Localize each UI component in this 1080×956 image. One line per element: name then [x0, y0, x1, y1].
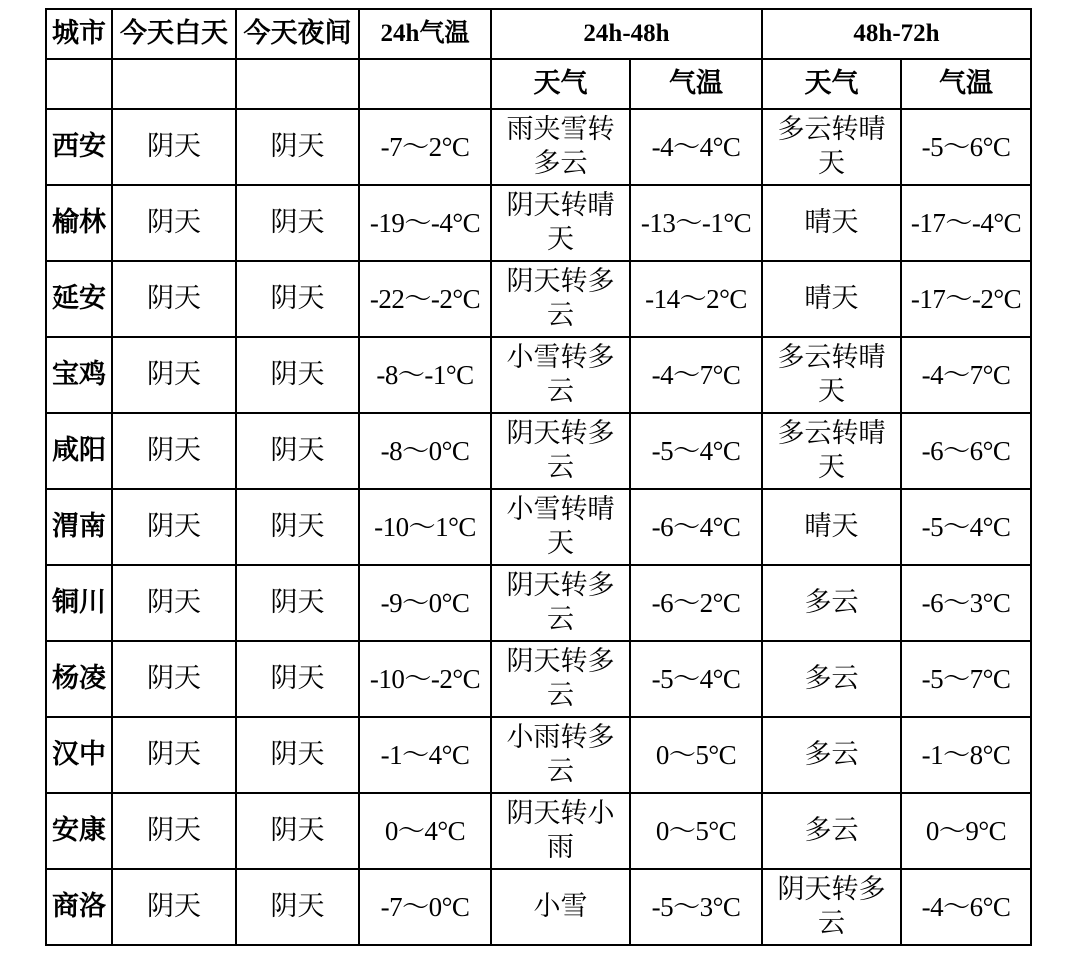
header-temp-48: 气温: [630, 59, 762, 109]
temp-48h-cell: -14～2°C: [630, 261, 762, 337]
temp-48h-cell: 0～5°C: [630, 717, 762, 793]
weather-forecast-table: [45, 8, 1032, 946]
today-day-cell: 阴天: [112, 185, 236, 261]
weather-72h-cell: [762, 489, 901, 565]
header-blank-cell: [112, 59, 236, 109]
header-today-night: 今天夜间: [236, 9, 359, 59]
temp-48h-cell: -6～2°C: [630, 565, 762, 641]
today-night-cell: 阴天: [236, 185, 359, 261]
temp-48h-cell: 0～5°C: [630, 793, 762, 869]
header-weather-72: 天气: [762, 59, 901, 109]
header-row-1: [46, 9, 1031, 59]
table-row: [46, 641, 1031, 717]
temp-72h-cell: -4～6°C: [901, 869, 1031, 945]
weather-72h-cell-text: 多云转晴天: [777, 342, 886, 407]
city-cell: 汉中: [46, 717, 112, 793]
temp-72h-cell: -6～6°C: [901, 413, 1031, 489]
city-cell: 商洛: [46, 869, 112, 945]
header-today-day: 今天白天: [112, 9, 236, 59]
weather-48h-cell-text: 小雪: [533, 891, 588, 922]
today-night-cell: 阴天: [236, 565, 359, 641]
weather-72h-cell-text: 晴天: [804, 207, 859, 238]
temp-24h-cell: -8～-1°C: [359, 337, 491, 413]
header-temp-72: 气温: [901, 59, 1031, 109]
today-night-cell: 阴天: [236, 261, 359, 337]
temp-24h-cell: -10～1°C: [359, 489, 491, 565]
weather-72h-cell-text: 多云转晴天: [777, 418, 886, 483]
table-row: [46, 261, 1031, 337]
city-cell: 杨凌: [46, 641, 112, 717]
weather-72h-cell: [762, 185, 901, 261]
weather-48h-cell-text: 阴天转多云: [506, 570, 615, 635]
temp-72h-cell: -4～7°C: [901, 337, 1031, 413]
weather-48h-cell: [491, 337, 630, 413]
weather-48h-cell-text: 阴天转小雨: [506, 798, 615, 863]
weather-48h-cell: [491, 185, 630, 261]
weather-72h-cell-text: 晴天: [804, 511, 859, 542]
today-day-cell: 阴天: [112, 413, 236, 489]
today-day-cell: 阴天: [112, 717, 236, 793]
weather-48h-cell: [491, 109, 630, 185]
weather-48h-cell-text: 小雪转晴天: [506, 494, 615, 559]
city-cell: 榆林: [46, 185, 112, 261]
today-day-cell: 阴天: [112, 641, 236, 717]
weather-48h-cell-text: 阴天转晴天: [506, 190, 615, 255]
table-body: [46, 9, 1031, 945]
weather-72h-cell-text: 多云转晴天: [777, 114, 886, 179]
header-city: 城市: [46, 9, 112, 59]
today-night-cell: 阴天: [236, 109, 359, 185]
weather-72h-cell: [762, 337, 901, 413]
temp-48h-cell: -6～4°C: [630, 489, 762, 565]
weather-72h-cell-text: 多云: [804, 587, 859, 618]
header-blank-cell: [46, 59, 112, 109]
weather-48h-cell: [491, 489, 630, 565]
today-night-cell: 阴天: [236, 793, 359, 869]
temp-72h-cell: -5～6°C: [901, 109, 1031, 185]
table-row: [46, 185, 1031, 261]
header-blank-cell: [359, 59, 491, 109]
today-day-cell: 阴天: [112, 489, 236, 565]
temp-48h-cell: -13～-1°C: [630, 185, 762, 261]
temp-24h-cell: -7～0°C: [359, 869, 491, 945]
header-range-48-72: 48h-72h: [762, 9, 1031, 59]
city-cell: 西安: [46, 109, 112, 185]
weather-72h-cell-text: 多云: [804, 663, 859, 694]
today-night-cell: 阴天: [236, 489, 359, 565]
temp-24h-cell: -7～2°C: [359, 109, 491, 185]
today-night-cell: 阴天: [236, 869, 359, 945]
temp-48h-cell: -4～4°C: [630, 109, 762, 185]
table-row: [46, 489, 1031, 565]
weather-72h-cell: [762, 109, 901, 185]
table-row: [46, 869, 1031, 945]
today-day-cell: 阴天: [112, 337, 236, 413]
temp-72h-cell: -6～3°C: [901, 565, 1031, 641]
header-weather-48: 天气: [491, 59, 630, 109]
table-row: [46, 413, 1031, 489]
today-day-cell: 阴天: [112, 869, 236, 945]
weather-72h-cell: [762, 261, 901, 337]
today-night-cell: 阴天: [236, 717, 359, 793]
temp-24h-cell: -10～-2°C: [359, 641, 491, 717]
weather-72h-cell-text: 多云: [804, 815, 859, 846]
table-row: [46, 109, 1031, 185]
temp-24h-cell: 0～4°C: [359, 793, 491, 869]
table-row: [46, 717, 1031, 793]
temp-24h-cell: -1～4°C: [359, 717, 491, 793]
city-cell: 延安: [46, 261, 112, 337]
weather-48h-cell-text: 雨夹雪转多云: [506, 114, 615, 179]
weather-72h-cell: [762, 717, 901, 793]
weather-72h-cell: [762, 413, 901, 489]
temp-24h-cell: -22～-2°C: [359, 261, 491, 337]
table-row: [46, 337, 1031, 413]
temp-48h-cell: -4～7°C: [630, 337, 762, 413]
weather-72h-cell: [762, 641, 901, 717]
weather-72h-cell: [762, 793, 901, 869]
header-range-24-48: 24h-48h: [491, 9, 762, 59]
today-day-cell: 阴天: [112, 109, 236, 185]
table-row: [46, 565, 1031, 641]
header-blank-cell: [236, 59, 359, 109]
temp-24h-cell: -19～-4°C: [359, 185, 491, 261]
today-day-cell: 阴天: [112, 261, 236, 337]
temp-24h-cell: -8～0°C: [359, 413, 491, 489]
today-day-cell: 阴天: [112, 565, 236, 641]
weather-48h-cell-text: 阴天转多云: [506, 266, 615, 331]
weather-72h-cell: [762, 869, 901, 945]
city-cell: 安康: [46, 793, 112, 869]
weather-72h-cell-text: 阴天转多云: [777, 874, 886, 939]
weather-72h-cell: [762, 565, 901, 641]
header-temp-24h: 24h气温: [359, 9, 491, 59]
weather-48h-cell: [491, 565, 630, 641]
temp-72h-cell: -1～8°C: [901, 717, 1031, 793]
temp-48h-cell: -5～4°C: [630, 641, 762, 717]
today-night-cell: 阴天: [236, 413, 359, 489]
today-night-cell: 阴天: [236, 641, 359, 717]
today-night-cell: 阴天: [236, 337, 359, 413]
header-row-2: [46, 59, 1031, 109]
weather-48h-cell: [491, 413, 630, 489]
weather-48h-cell-text: 阴天转多云: [506, 646, 615, 711]
weather-48h-cell-text: 小雨转多云: [506, 722, 615, 787]
city-cell: 宝鸡: [46, 337, 112, 413]
today-day-cell: 阴天: [112, 793, 236, 869]
weather-48h-cell-text: 小雪转多云: [506, 342, 615, 407]
weather-48h-cell-text: 阴天转多云: [506, 418, 615, 483]
city-cell: 铜川: [46, 565, 112, 641]
temp-72h-cell: 0～9°C: [901, 793, 1031, 869]
temp-48h-cell: -5～3°C: [630, 869, 762, 945]
weather-48h-cell: [491, 717, 630, 793]
temp-24h-cell: -9～0°C: [359, 565, 491, 641]
temp-72h-cell: -17～-4°C: [901, 185, 1031, 261]
weather-72h-cell-text: 晴天: [804, 283, 859, 314]
weather-48h-cell: [491, 641, 630, 717]
weather-48h-cell: [491, 793, 630, 869]
weather-72h-cell-text: 多云: [804, 739, 859, 770]
weather-48h-cell: [491, 261, 630, 337]
temp-48h-cell: -5～4°C: [630, 413, 762, 489]
temp-72h-cell: -17～-2°C: [901, 261, 1031, 337]
city-cell: 渭南: [46, 489, 112, 565]
temp-72h-cell: -5～7°C: [901, 641, 1031, 717]
city-cell: 咸阳: [46, 413, 112, 489]
table-row: [46, 793, 1031, 869]
weather-48h-cell: [491, 869, 630, 945]
temp-72h-cell: -5～4°C: [901, 489, 1031, 565]
